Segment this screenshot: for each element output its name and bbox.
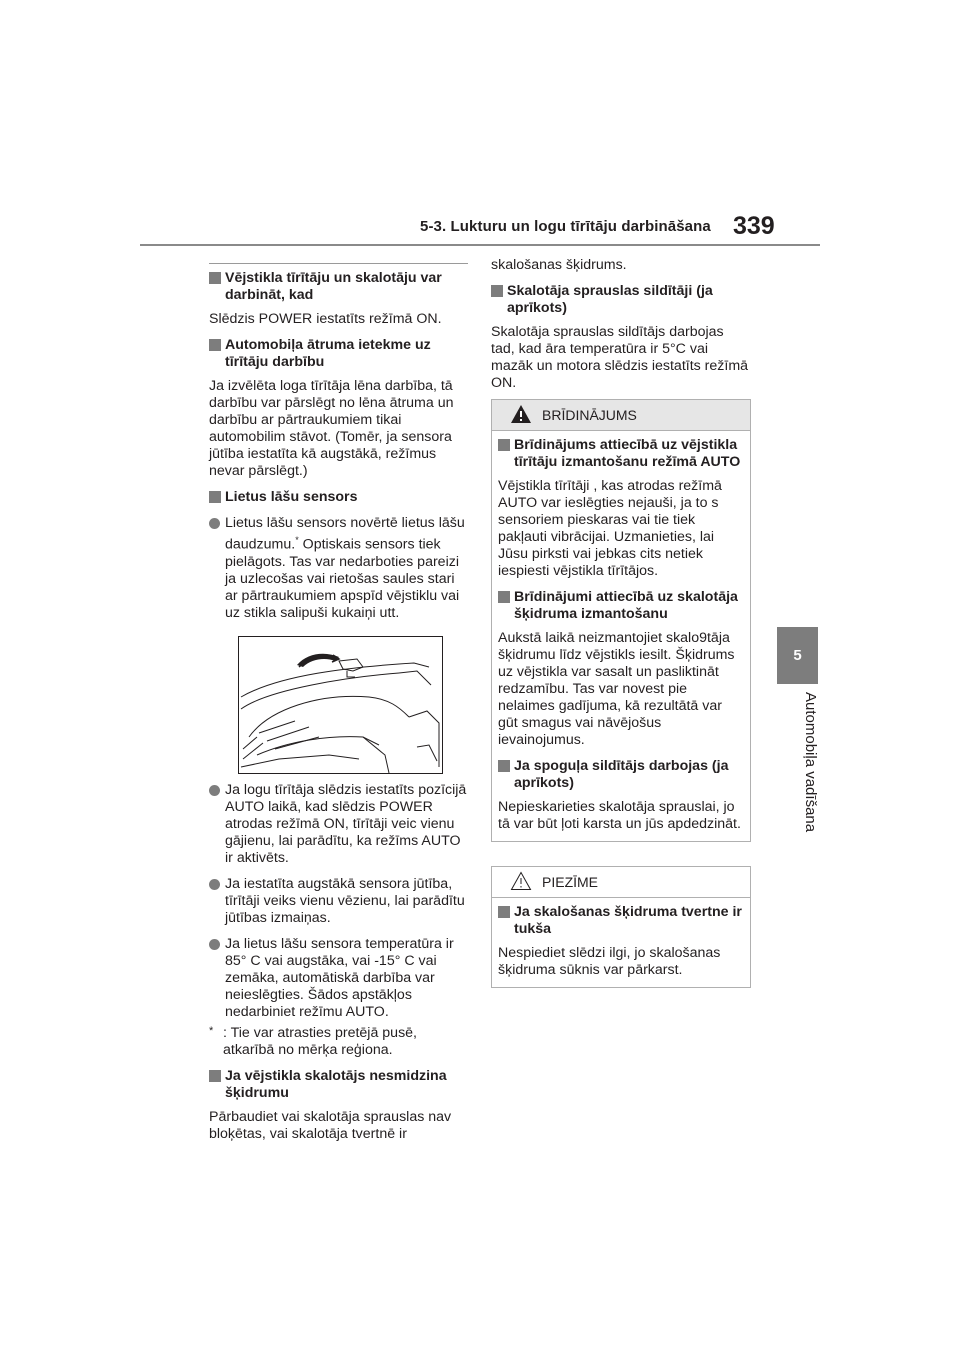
paragraph: skalošanas šķidrums. (491, 257, 627, 273)
bullet-item: Ja iestatīta augstākā sensora jūtība, tīrītāji veiks vienu vēzienu, lai parādītu jūtības izmaiņas. (209, 876, 471, 927)
square-bullet-icon (209, 339, 221, 351)
chapter-title: Automobiļa vadīšana (802, 692, 819, 833)
round-bullet-icon (209, 879, 220, 890)
left-column (209, 262, 471, 1143)
round-bullet-icon (209, 939, 220, 950)
subheading: Lietus lāšu sensors (209, 489, 471, 506)
rain-sensor-illustration (238, 636, 443, 774)
paragraph: Skalotāja sprauslas sildītājs darbojas tad, kad āra temperatūra ir 5°C vai mazāk un motora slēdzis iestatīts režīmā ON. (491, 324, 749, 391)
car-windshield-sensor-icon (239, 637, 442, 773)
warning-box-header (492, 400, 750, 431)
page-number: 339 (733, 212, 775, 240)
footnote: * : Tie var atrasties pretējā pusē, atkarībā no mērķa reģiona. (209, 1024, 417, 1058)
subheading: Ja vējstikla skalotājs nesmidzina šķidrumu (209, 1068, 471, 1102)
paragraph: Vējstikla tīrītāji , kas atrodas režīmā AUTO var ieslēgties nejauši, ja to s sensoriem pieskaras vai tie tiek pakļauti vibrācijai. Uzmanieties, lai Jūsu pirksti vai jebkas cits netiek iespiesti vējstikla tīrītājos. (498, 478, 722, 579)
paragraph: Nepieskarieties skalotāja sprauslai, jo tā var būt ļoti karsta un jūs apdedzināt. (498, 799, 741, 832)
square-bullet-icon (498, 906, 510, 918)
chapter-tab: 5 (777, 627, 818, 684)
note-box-header (492, 867, 750, 898)
square-bullet-icon (498, 760, 510, 772)
paragraph: Nespiediet slēdzi ilgi, jo skalošanas šķidruma sūknis var pārkarst. (498, 945, 721, 978)
subheading: Ja skalošanas šķidruma tvertne ir tukša (498, 904, 744, 938)
subheading: Ja spoguļa sildītājs darbojas (ja aprīkots) (498, 758, 744, 792)
square-bullet-icon (209, 491, 221, 503)
section-title: 5-3. Lukturu un logu tīrītāju darbināšana (420, 218, 711, 235)
bullet-item: Lietus lāšu sensors novērtē lietus lāšu daudzumu.* Optiskais sensors tiek pielāgots. Tas var nedarboties pareizi ja uzlecošas vai rietošas saules stari ar pārtraukumiem apspīd vējstiklu vai uz stikla salipuši kukaiņi utt. (209, 515, 471, 622)
subheading: Brīdinājumi attiecībā uz skalotāja šķidruma izmantošanu (498, 589, 744, 623)
note-box (491, 866, 751, 988)
square-bullet-icon (498, 591, 510, 603)
right-column (491, 257, 751, 392)
bullet-item: Ja lietus lāšu sensora temperatūra ir 85° C vai augstāka, vai -15° C vai zemāka, automātiskā darbība var neieslēgties. Šādos apstākļos nedarbiniet režīmu AUTO. (209, 936, 471, 1021)
round-bullet-icon (209, 518, 220, 529)
subheading: Automobiļa ātruma ietekme uz tīrītāju darbību (209, 337, 471, 371)
subheading: Vējstikla tīrītāju un skalotāju var darbināt, kad (209, 270, 471, 304)
paragraph: Pārbaudiet vai skalotāja sprauslas nav bloķētas, vai skalotāja tvertnē ir (209, 1108, 452, 1142)
paragraph: Slēdzis POWER iestatīts režīmā ON. (209, 311, 442, 327)
round-bullet-icon (209, 785, 220, 796)
square-bullet-icon (209, 272, 221, 284)
paragraph: Ja izvēlēta loga tīrītāja lēna darbība, tā darbību var pārslēgt no lēna ātruma un darbību ar pārtraukumiem tikai automobilim stāvot. (Tomēr, ja sensora jūtība iestatīta kā augstākā, režīmus nevar pārslēgt.) (209, 378, 454, 479)
bullet-item: Ja logu tīrītāja slēdzis iestatīts pozīcijā AUTO laikā, kad slēdzis POWER atrodas režīmā ON, tīrītāji veic vienu gājienu, lai parādītu, ka režīms AUTO ir aktivēts. (209, 782, 471, 867)
warning-box (491, 399, 751, 842)
header-rule (140, 244, 820, 246)
caution-triangle-icon (510, 871, 532, 894)
subheading: Brīdinājums attiecībā uz vējstikla tīrītāju izmantošanu režīmā AUTO (498, 437, 744, 471)
warning-triangle-icon (510, 404, 532, 427)
square-bullet-icon (209, 1070, 221, 1082)
note-title: PIEZĪME (542, 874, 599, 890)
square-bullet-icon (491, 285, 503, 297)
paragraph: Aukstā laikā neizmantojiet skalo9tāja šķidrumu līdz vējstikls iesilt. Šķidrums uz vējstikla var sasalt un pasliktināt redzamību. Tas var novest pie nelaimes gadījuma, kā rezultātā var gūt smagus vai nāvējošus ievainojumus. (498, 630, 735, 748)
subheading: Skalotāja sprauslas sildītāji (ja aprīkots) (491, 283, 751, 317)
warning-title: BRĪDINĀJUMS (542, 407, 637, 423)
square-bullet-icon (498, 439, 510, 451)
